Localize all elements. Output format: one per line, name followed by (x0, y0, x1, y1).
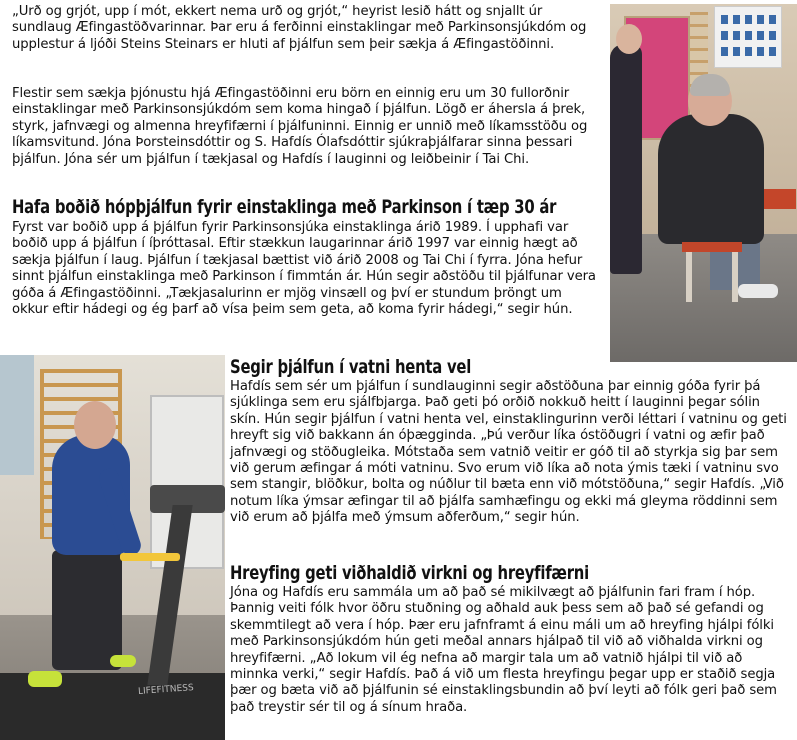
section-body-water-therapy: Hafdís sem sér um þjálfun í sundlauginni segir aðstöðuna þar einnig góða fyrir þá sjúklinga sem eru sjálfbjarga. Það geti þó orðið nokkuð heitt í lauginni þegar sólin skín. Hún segir þjálfun í vatni henta vel, einstaklingurinn verði léttari í vatninu og geti hreyft sig við bakkann án óþægginda. „Þú verður líka óstöðugri í vatni og æfir það jafnvægi og stöðugleika. Mótstaða sem vatnið veitir er góð til að styrkja sig þar sem við gerum æfingar á móti vatninu. Svo erum við líka að nota ýmis tæki í vatninu svo sem stangir, blöðkur, bolta og núðlur til bæta enn við mótstöðuna,“ segir Hafdís. „Við notum líka ýmsar æfingar til að þjálfa samhæfingu og ekki má gleyma röddinni sem við erum að þjálfa með ýmsum aðferðum,“ segir hún. (230, 379, 787, 526)
treadmill-brand-logo: LIFEFITNESS (137, 683, 194, 697)
photo-treadmill-exercise (0, 355, 225, 740)
section-heading-water-therapy: Segir þjálfun í vatni henta vel (230, 356, 472, 378)
intro-paragraph-2: Flestir sem sækja þjónustu hjá Æfingastöðinni eru börn en einnig eru um 30 fullorðnir einstaklingar með Parkinsonsjúkdóm sem koma hingað í þjálfun. Lögð er áhersla á þrek, styrk, jafnvægi og almenna hreyfifærni í þjálfuninni. Einnig er unnið með líkamsstöðu og líkamsvitund. Jóna Þorsteinsdóttir og S. Hafdís Ólafsdóttir sjúkraþjálfarar sinna þessari þjálfun. Jóna sér um þjálfun í tækjasal og Hafdís í lauginni og leiðbeinir í Tai Chi. (12, 86, 588, 167)
intro-paragraph-1: „Urð og grjót, upp í mót, ekkert nema urð og grjót,“ heyrist lesið hátt og snjallt úr sundlaug Æfingastöðvarinnar. Þar eru á ferðinni einstaklingar með Parkinsonsjúkdóm og upplestur á ljóði Steins Steinars er hluti af þjálfun sem þeir sækja á Æfingastöðinni. (12, 4, 587, 52)
section-heading-group-therapy: Hafa boðið hópþjálfun fyrir einstaklinga með Parkinson í tæp 30 ár (12, 196, 557, 218)
section-body-group-therapy: Fyrst var boðið upp á þjálfun fyrir Parkinsonsjúka einstaklinga árið 1989. Í upphafi var boðið upp á þjálfun í íþróttasal. Eftir stækkun laugarinnar árið 1997 var einnig hægt að sækja þjálfun í laug. Þjálfun í tækjasal bættist við árið 2008 og Tai Chi í fyrra. Jóna hefur sinnt þjálfun einstaklinga með Parkinson í fimmtán ár. Hún segir aðstöðu til þjálfunar vera góða á Æfingastöðinni. „Tækjasalurinn er mjög vinsæll og því er stundum þröngt um okkur eftir hádegi og ég þarf að vísa þeim sem geta, að koma fyrir hádegi,“ segir hún. (12, 220, 596, 318)
photo-physiotherapy-room (610, 4, 797, 362)
section-body-movement: Jóna og Hafdís eru sammála um að það sé mikilvægt að þjálfunin fari fram í hóp. Þannig veiti fólk hvor öðru stuðning og aðhald auk þess sem að það sé gefandi og skemmtilegt að vera í hóp. Þær eru jafnframt á einu máli um að hreyfing hjálpi fólki með Parkinsonsjúkdóm hún geti meðal annars hjálpað til við að viðhalda virkni og hreyfifærni. „Að lokum vil ég nefna að margir tala um að vatnið hjálpi til við að minnka verki,“ segir Hafdís. Það á við um flesta hreyfingu þegar upp er staðið segja þær og bæta við að þjálfunin sé einstaklingsbundin að því leyti að fólk geri það sem það treystir sér til og á sínum hraða. (230, 585, 777, 715)
section-heading-movement: Hreyfing geti viðhaldið virkni og hreyfifærni (230, 562, 589, 584)
